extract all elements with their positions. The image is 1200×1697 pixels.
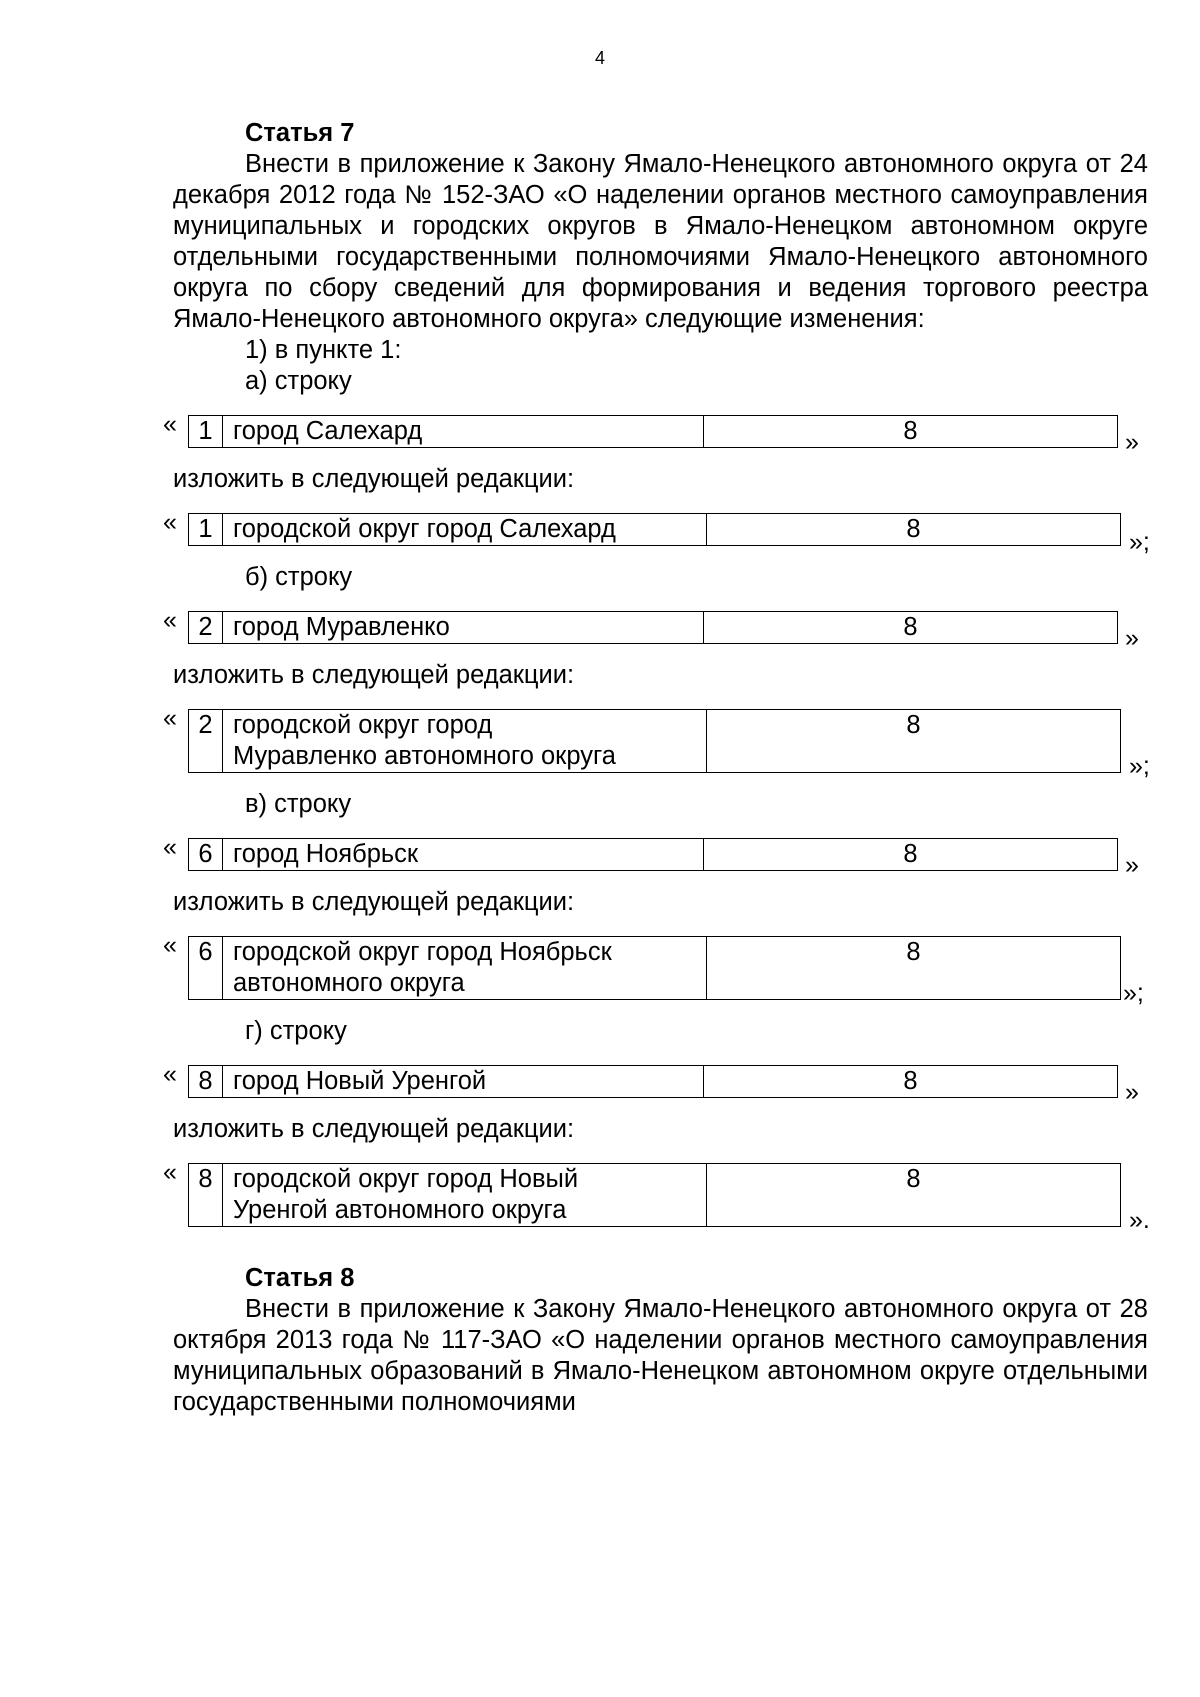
row-v-new (163, 931, 1148, 1016)
table-row (188, 611, 1118, 644)
quote-close: »; (1129, 528, 1150, 556)
article-8-intro: Внести в приложение к Закону Ямало-Ненецкого автономного округа от 28 октября 2013 года № 117-ЗАО «О наделении органов местного самоуправления муниципальных образований в Ямало-Ненецком автономном округе отдельными государственными полномочиями (173, 1295, 1148, 1416)
quote-close: »; (1123, 979, 1144, 1007)
subpoint-v: в) строку (245, 790, 352, 818)
row-name-line-2: Муравленко автономного округа (233, 742, 616, 770)
row-name: город Муравленко (223, 612, 704, 644)
quote-open: « (163, 833, 177, 861)
row-value: 8 (704, 416, 1118, 448)
row-name (223, 710, 707, 773)
row-g-old (163, 1060, 1148, 1114)
quote-open: « (163, 1158, 177, 1186)
row-value: 8 (707, 1164, 1121, 1227)
table-row (188, 838, 1118, 871)
quote-open: « (163, 704, 177, 732)
row-value: 8 (707, 514, 1121, 546)
table-row (188, 415, 1118, 448)
article-7-intro: Внести в приложение к Закону Ямало-Ненецкого автономного округа от 24 декабря 2012 года № 152-ЗАО «О наделении органов местного самоуправления муниципальных и городских округов в Ямало-Ненецком автономном округе отдельными государственными полномочиями Ямало-Ненецкого автономного округа по сбору сведений для формирования и ведения торгового реестра Ямало-Ненецкого автономного округа» следующие изменения: (173, 150, 1148, 333)
replace-text-4: изложить в следующей редакции: (173, 1115, 575, 1143)
row-a-old (163, 410, 1148, 464)
row-name-line-1: городской округ город Ноябрьск (233, 938, 612, 966)
table-row (188, 513, 1121, 546)
row-number: 8 (189, 1164, 223, 1227)
quote-close: » (1125, 1078, 1139, 1106)
row-name (223, 937, 707, 1000)
row-g-new (163, 1158, 1150, 1243)
article-8-heading: Статья 8 (245, 1264, 355, 1292)
subpoint-g: г) строку (245, 1017, 347, 1045)
row-v-old (163, 833, 1148, 887)
row-value: 8 (704, 1066, 1118, 1098)
replace-text-2: изложить в следующей редакции: (173, 661, 575, 689)
row-name-line-1: городской округ город Новый (233, 1165, 579, 1193)
quote-open: « (163, 606, 177, 634)
row-number: 2 (189, 612, 223, 644)
row-number: 1 (189, 514, 223, 546)
quote-close: ». (1129, 1206, 1150, 1234)
row-b-new (163, 704, 1150, 789)
page-number: 4 (594, 48, 605, 68)
quote-close: »; (1129, 752, 1150, 780)
row-number: 6 (189, 937, 223, 1000)
row-name: город Ноябрьск (223, 839, 704, 871)
row-name-line-1: городской округ город (233, 711, 493, 739)
row-value: 8 (707, 710, 1121, 773)
row-value: 8 (707, 937, 1121, 1000)
row-name-line-2: автономного округа (233, 969, 465, 997)
row-number: 1 (189, 416, 223, 448)
table-row (188, 709, 1121, 773)
row-b-old (163, 606, 1148, 660)
quote-close: » (1125, 851, 1139, 879)
row-number: 6 (189, 839, 223, 871)
row-a-new (163, 508, 1150, 562)
row-value: 8 (704, 612, 1118, 644)
quote-open: « (163, 410, 177, 438)
row-name-line-2: Уренгой автономного округа (233, 1196, 567, 1224)
row-number: 8 (189, 1066, 223, 1098)
row-value: 8 (704, 839, 1118, 871)
row-name: город Новый Уренгой (223, 1066, 704, 1098)
document-body (163, 118, 1150, 1418)
replace-text-3: изложить в следующей редакции: (173, 888, 575, 916)
quote-open: « (163, 508, 177, 536)
quote-close: » (1125, 428, 1139, 456)
row-name (223, 1164, 707, 1227)
subpoint-b: б) строку (245, 563, 353, 591)
quote-open: « (163, 1060, 177, 1088)
row-number: 2 (189, 710, 223, 773)
table-row (188, 936, 1121, 1000)
table-row (188, 1065, 1118, 1098)
row-name: городской округ город Салехард (223, 514, 707, 546)
quote-close: » (1125, 624, 1139, 652)
replace-text-1: изложить в следующей редакции: (173, 465, 575, 493)
subpoint-a: а) строку (245, 367, 352, 395)
quote-open: « (163, 931, 177, 959)
table-row (188, 1163, 1121, 1227)
row-name: город Салехард (223, 416, 704, 448)
point-1: 1) в пункте 1: (245, 336, 402, 364)
article-7-heading: Статья 7 (245, 119, 355, 147)
